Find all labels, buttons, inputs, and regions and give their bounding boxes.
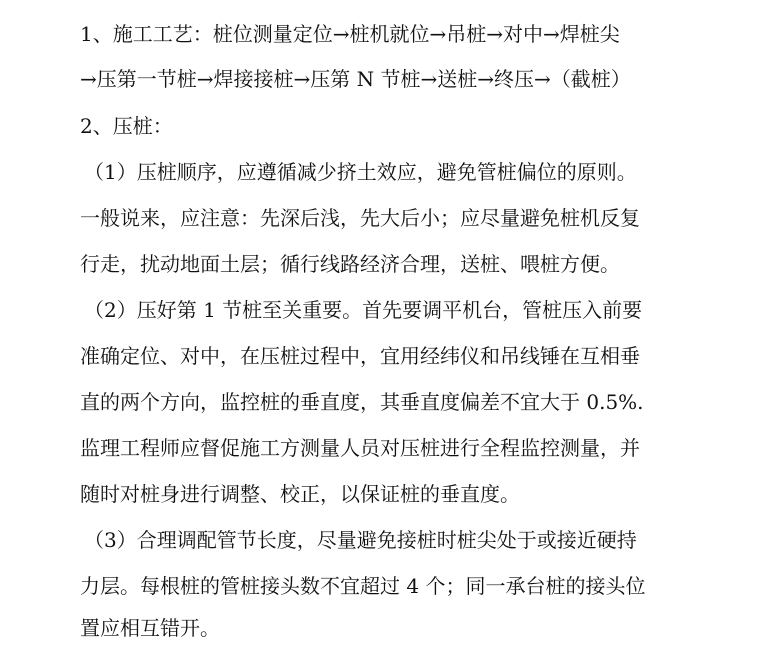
text-line: （2）压好第 1 节桩至关重要。首先要调平机台，管桩压入前要 [84,298,643,322]
section-heading: 2、压桩： [80,114,173,138]
text-line: 行走，扰动地面土层；循行线路经济合理，送桩、喂桩方便。 [80,252,620,276]
text-line: （1）压桩顺序，应遵循减少挤土效应，避免管桩偏位的原则。 [84,160,637,184]
text-line: 准确定位、对中，在压桩过程中，宜用经纬仪和吊线锤在互相垂 [80,344,640,368]
text-line: 置应相互错开。 [80,616,220,640]
text-line: 一般说来，应注意：先深后浅，先大后小；应尽量避免桩机反复 [80,206,640,230]
text-line: 1、施工工艺：桩位测量定位→桩机就位→吊桩→对中→焊桩尖 [80,22,620,46]
text-line: 随时对桩身进行调整、校正，以保证桩的垂直度。 [80,482,520,506]
text-line: 力层。每根桩的管桩接头数不宜超过 4 个；同一承台桩的接头位 [80,574,646,598]
text-line: 监理工程师应督促施工方测量人员对压桩进行全程监控测量，并 [80,436,640,460]
text-line: 直的两个方向，监控桩的垂直度，其垂直度偏差不宜大于 0.5%. [80,390,644,414]
text-line: （3）合理调配管节长度，尽量避免接桩时桩尖处于或接近硬持 [84,528,637,552]
text-line: →压第一节桩→焊接接桩→压第 N 节桩→送桩→终压→（截桩） [80,67,631,91]
